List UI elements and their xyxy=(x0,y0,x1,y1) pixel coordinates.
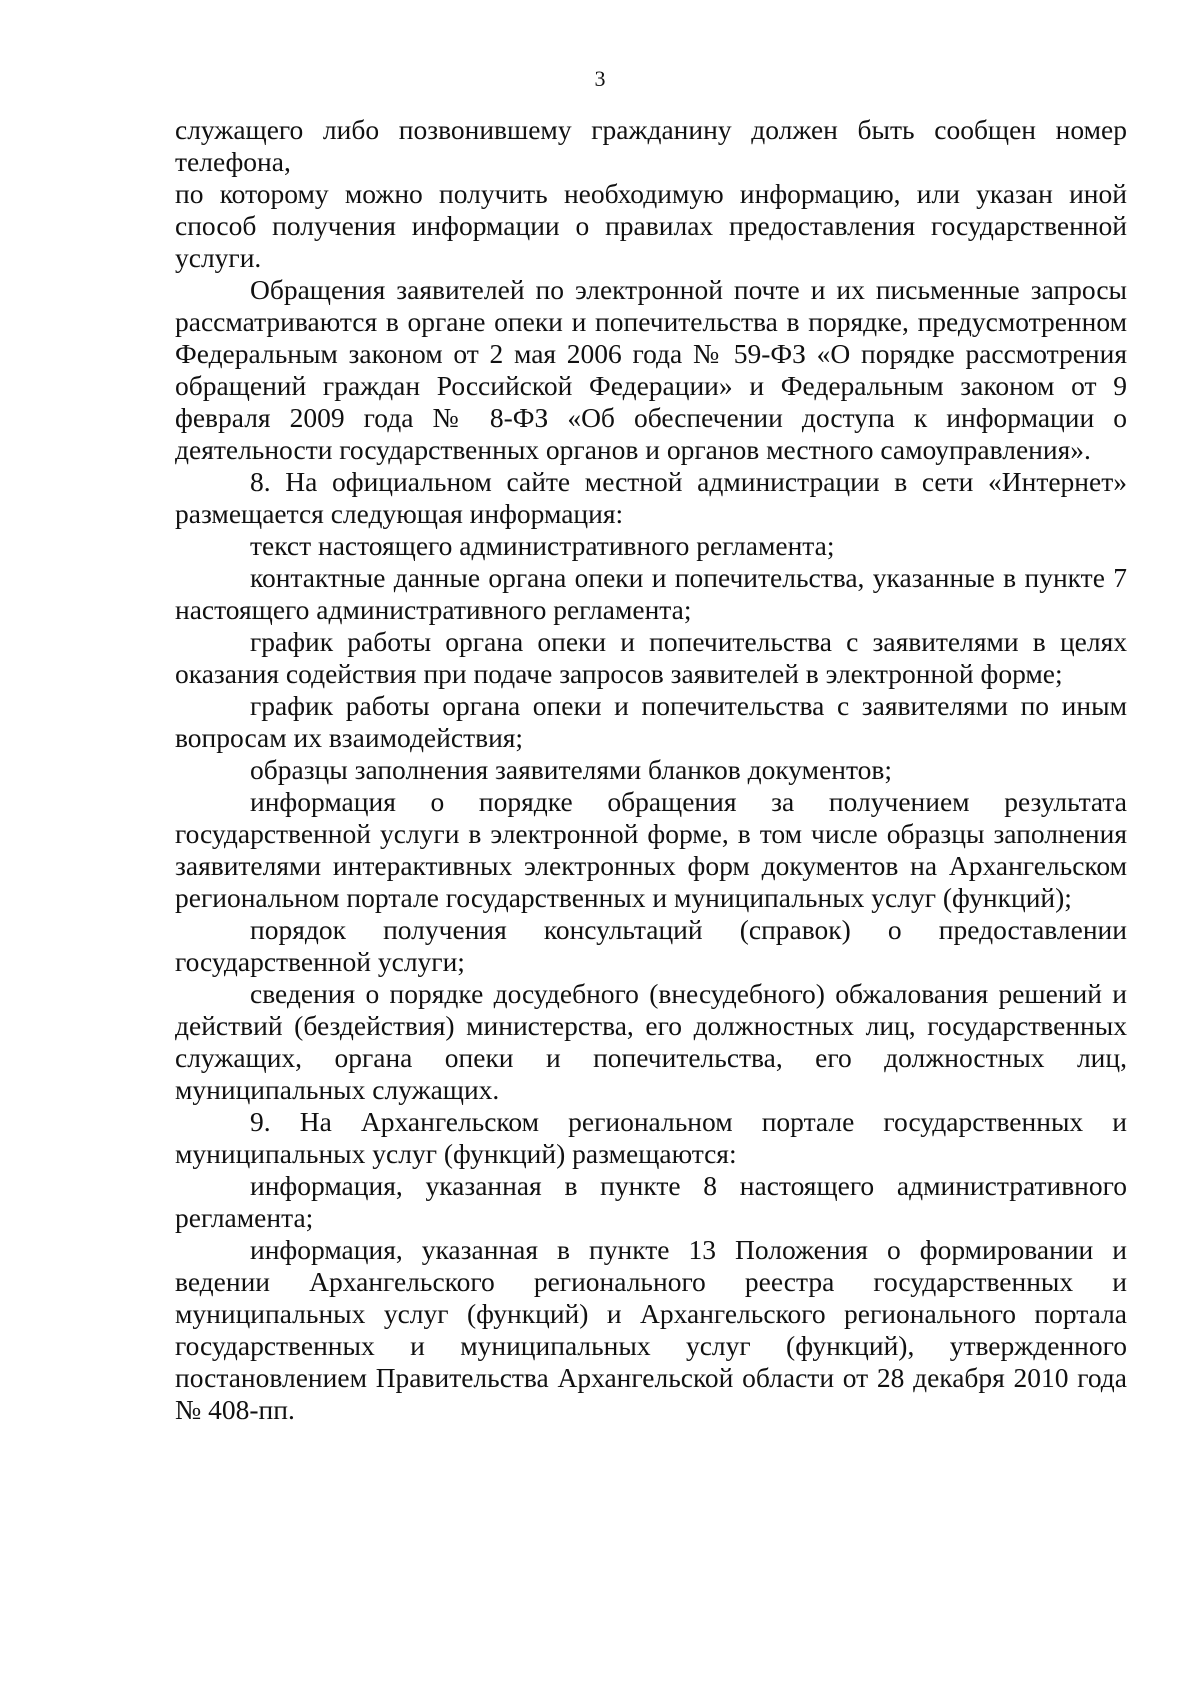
list-item: образцы заполнения заявителями бланков документов; xyxy=(250,754,893,785)
list-item: информация, указанная в пункте 8 настоящего административного регламента; xyxy=(175,1170,1127,1233)
document-body xyxy=(175,114,1127,1426)
paragraph: служащего либо позвонившему гражданину должен быть сообщен номер телефона, xyxy=(175,114,1127,177)
paragraph: 8. На официальном сайте местной администрации в сети «Интернет» размещается следующая информация: xyxy=(175,466,1127,529)
list-item: порядок получения консультаций (справок) о предоставлении государственной услуги; xyxy=(175,914,1127,977)
list-item: текст настоящего административного регламента; xyxy=(250,530,835,561)
list-item: информация, указанная в пункте 13 Положения о формировании и ведении Архангельского регионального реестра государственных и муниципальных услуг (функций) и Архангельского регионального портала государственных и муниципальных услуг (функций), утвержденного постановлением Правительства Архангельской области от 28 декабря 2010 года № 408-пп. xyxy=(175,1234,1127,1425)
list-item: контактные данные органа опеки и попечительства, указанные в пункте 7 настоящего административного регламента; xyxy=(175,562,1127,625)
paragraph: по которому можно получить необходимую информацию, или указан иной способ получения информации о правилах предоставления государственной услуги. xyxy=(175,178,1127,273)
paragraph: Обращения заявителей по электронной почте и их письменные запросы рассматриваются в органе опеки и попечительства в порядке, предусмотренном Федеральным законом от 2 мая 2006 года № 59-ФЗ «О порядке рассмотрения обращений граждан Российской Федерации» и Федеральным законом от 9 февраля 2009 года № 8-ФЗ «Об обеспечении доступа к информации о деятельности государственных органов и органов местного самоуправления». xyxy=(175,274,1127,465)
page-number: 3 xyxy=(594,66,606,91)
list-item: сведения о порядке досудебного (внесудебного) обжалования решений и действий (бездействия) министерства, его должностных лиц, государственных служащих, органа опеки и попечительства, его должностных лиц, муниципальных служащих. xyxy=(175,978,1127,1105)
list-item: график работы органа опеки и попечительства с заявителями в целях оказания содействия при подаче запросов заявителей в электронной форме; xyxy=(175,626,1127,689)
list-item: информация о порядке обращения за получением результата государственной услуги в электронной форме, в том числе образцы заполнения заявителями интерактивных электронных форм документов на Архангельском региональном портале государственных и муниципальных услуг (функций); xyxy=(175,786,1127,913)
list-item: график работы органа опеки и попечительства с заявителями по иным вопросам их взаимодействия; xyxy=(175,690,1127,753)
paragraph: 9. На Архангельском региональном портале государственных и муниципальных услуг (функций) размещаются: xyxy=(175,1106,1127,1169)
